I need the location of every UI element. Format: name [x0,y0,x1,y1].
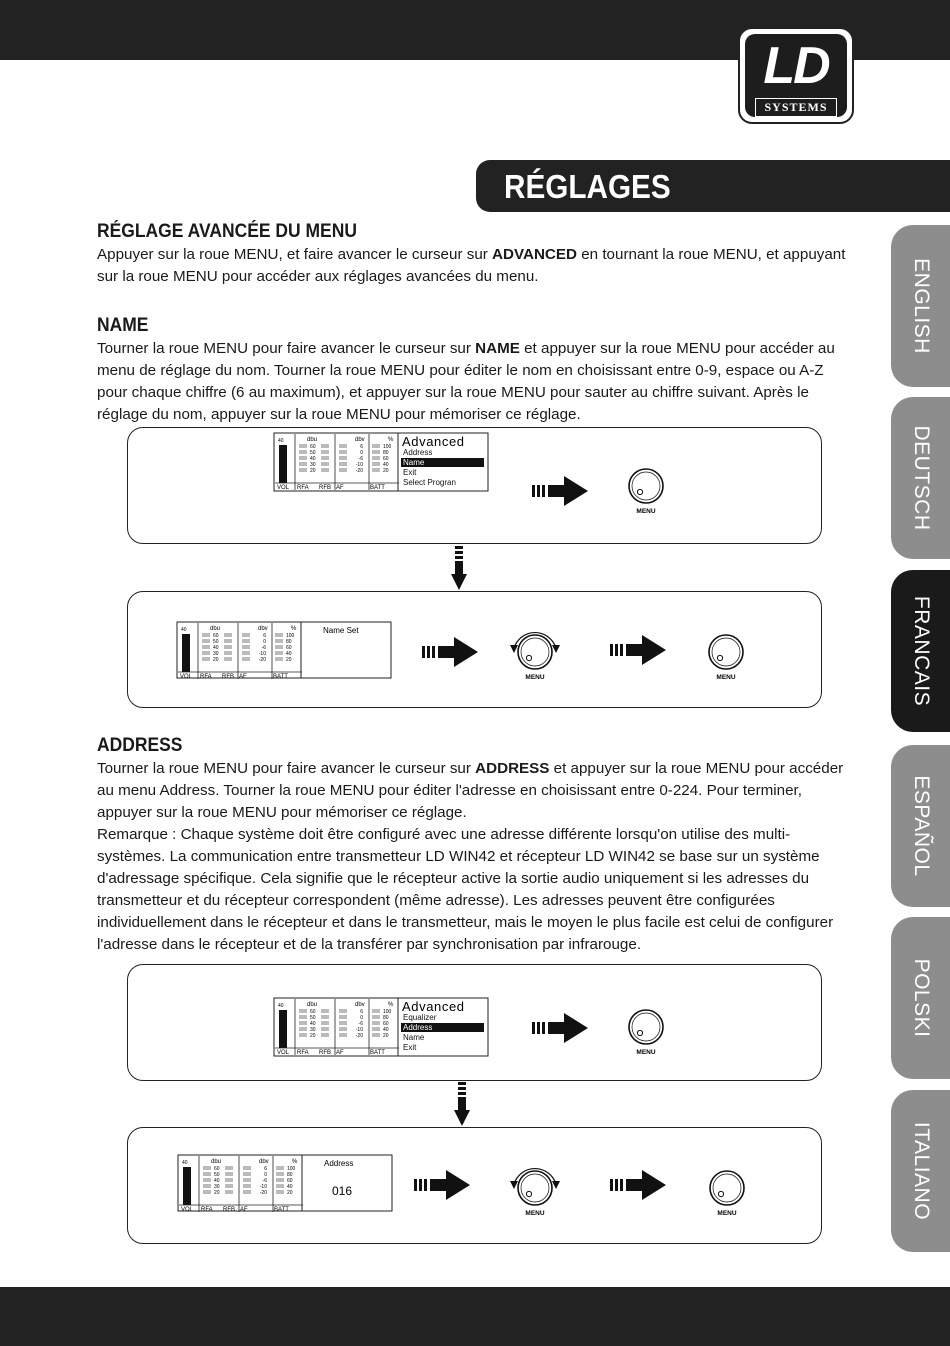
dbu-tick: 30 [213,651,219,657]
text: Tourner la roue MENU pour faire avancer le curseur sur [97,340,476,357]
dbu-tick: 60 [213,633,219,639]
batt-segment [372,456,380,460]
rfb-segment [321,1021,329,1025]
batt-tick: 40 [287,1184,293,1190]
rfa-segment [299,1009,307,1013]
tab-polski[interactable] [891,917,950,1079]
dbu-tick: 20 [310,1033,316,1039]
diagram-advanced-name [128,428,821,543]
af-segment [339,1009,347,1013]
arrow-head [438,637,478,667]
percent-label: % [388,1002,394,1008]
arrow-head [548,476,588,506]
page-title: RÉGLAGES [504,168,671,205]
batt-segment [276,1172,284,1176]
meter-label: BATT [370,1050,385,1056]
batt-segment [276,1190,284,1194]
meter-label: RFB [223,1207,235,1213]
percent-label: % [292,1159,298,1165]
vol-bar [183,1167,191,1205]
arrow-head [626,635,666,665]
paragraph [97,244,857,288]
dbu-label: dbu [211,1159,222,1165]
rotate-arrowhead-left [510,1181,518,1189]
percent-label: % [291,626,297,632]
meter-label: RFB [222,674,234,680]
rfa-segment [202,657,210,661]
text: et appuyer sur la roue MENU pour accéder au menu de réglage du nom. Tourner la roue MENU pour éditer le nom en choisissant entre 0-9, espace ou A-Z pour chaque chiffre (6 au maximum), et appuyer sur la roue MENU pour sauter au chiffre suivant. Après le réglage du nom, appuyer sur la roue MENU pour mémoriser ce réglage. [97,340,835,423]
diagram-panel-2 [127,591,822,708]
menu-item: Address [403,1023,433,1032]
af-segment [339,468,347,472]
batt-segment [275,645,283,649]
meter-label: BATT [273,674,288,680]
meter-label: AF [336,1050,344,1056]
arrow-segment [542,1022,545,1034]
rfb-segment [224,645,232,649]
paragraph [97,338,857,426]
diagram-address-set [128,1128,821,1243]
screen-title: Name Set [323,626,359,635]
dbu-tick: 40 [214,1178,220,1184]
menu-item: Exit [403,1043,417,1052]
rfa-segment [299,1015,307,1019]
menu-title: Advanced [402,434,465,449]
vol-value: 40 [181,627,187,633]
af-segment [242,657,250,661]
dbu-label: dbu [307,437,318,443]
dbv-tick: 6 [360,444,363,450]
dbv-tick: -10 [259,1184,267,1190]
arrow-head [626,1170,666,1200]
af-segment [339,450,347,454]
knob-label: MENU [636,508,656,515]
batt-segment [372,1021,380,1025]
logo-ld: LD [763,37,829,95]
batt-segment [276,1178,284,1182]
bold-term: ADVANCED [492,246,577,263]
arrow-head [430,1170,470,1200]
dbv-tick: 0 [360,1015,363,1021]
knob-label: MENU [717,1210,737,1217]
rfb-segment [225,1184,233,1188]
rfb-segment [321,444,329,448]
section-heading: RÉGLAGE AVANCÉE DU MENU [97,221,357,242]
batt-tick: 100 [383,1009,392,1015]
rfb-segment [225,1172,233,1176]
batt-tick: 80 [286,639,292,645]
diagram-advanced-address [128,965,821,1080]
rfa-segment [203,1172,211,1176]
tab-deutsch[interactable] [891,397,950,559]
knob-label: MENU [525,674,545,681]
dbv-label: dbv [355,1002,365,1008]
rfb-segment [321,1015,329,1019]
menu-item: Exit [403,468,417,477]
arrow-segment [542,485,545,497]
section-address [97,734,857,956]
dbu-tick: 40 [213,645,219,651]
batt-tick: 20 [383,468,389,474]
arrow-right-icon [610,635,666,665]
batt-tick: 60 [287,1178,293,1184]
arrow-segment [419,1179,422,1191]
batt-tick: 100 [286,633,295,639]
rfb-segment [321,450,329,454]
rfb-segment [224,657,232,661]
af-segment [242,651,250,655]
menu-knob-icon [709,635,743,669]
batt-segment [275,639,283,643]
dbu-tick: 60 [310,444,316,450]
text: Appuyer sur la roue MENU, et faire avancer le curseur sur [97,246,493,263]
batt-segment [276,1166,284,1170]
rotate-arrowhead-left [510,645,518,653]
vol-value: 40 [278,438,284,444]
batt-tick: 40 [383,462,389,468]
batt-segment [275,651,283,655]
dbu-label: dbu [210,626,221,632]
meter-label: BATT [370,485,385,491]
dbu-tick: 60 [310,1009,316,1015]
batt-segment [275,633,283,637]
batt-segment [372,1015,380,1019]
dbu-tick: 50 [310,450,316,456]
dbv-tick: -6 [262,1178,267,1184]
dbv-tick: -10 [355,1027,363,1033]
arrow-right-icon [414,1170,470,1200]
percent-label: % [388,437,394,443]
batt-tick: 100 [287,1166,296,1172]
rfa-segment [299,462,307,466]
arrow-segment [432,646,435,658]
dbv-tick: -6 [261,645,266,651]
meter-label: VOL [277,485,290,491]
batt-tick: 40 [383,1027,389,1033]
meter-label: RFB [319,1050,331,1056]
meter-label: VOL [180,674,193,680]
note-paragraph: Remarque : Chaque système doit être configuré avec une adresse différente lorsqu'on utilise des multi-systèmes. La communication entre transmetteur LD WIN42 et récepteur LD WIN42 se base sur un système d'adressage spécifique. Cela signifie que le récepteur active la sortie audio uniquement si les adresses du transmetteur et du récepteur correspondent (même adresse). Les adresses peuvent être configurées individuellement dans le récepteur et dans le transmetteur, mais le moyen le plus facile est celui de configurer l'adresse dans le récepteur et de la transférer par synchronisation par infrarouge. [97,826,834,953]
vol-bar [279,445,287,483]
knob-label: MENU [525,1210,545,1217]
rfb-segment [321,1009,329,1013]
rfb-segment [225,1178,233,1182]
arrow-head [548,1013,588,1043]
rfa-segment [299,444,307,448]
rfa-segment [299,1033,307,1037]
meter-label: AF [336,485,344,491]
arrow-down-icon [454,1082,470,1128]
rfa-segment [203,1190,211,1194]
section-heading: ADDRESS [97,735,183,756]
knob-label: MENU [716,674,736,681]
rfa-segment [299,468,307,472]
batt-tick: 60 [383,1021,389,1027]
af-segment [339,1033,347,1037]
rfa-segment [203,1166,211,1170]
tab-label: FRANCAIS [909,595,933,707]
dbv-tick: -20 [259,1190,267,1196]
af-segment [339,444,347,448]
diagram-name-set [128,592,821,707]
batt-tick: 60 [286,645,292,651]
logo-systems: SYSTEMS [755,98,837,117]
batt-segment [372,462,380,466]
rfb-segment [321,1027,329,1031]
dbu-tick: 30 [310,462,316,468]
rfb-segment [225,1166,233,1170]
menu-knob-icon [629,469,663,503]
dbu-tick: 60 [214,1166,220,1172]
batt-segment [276,1184,284,1188]
rotate-arrowhead-right [552,1181,560,1189]
af-segment [339,1027,347,1031]
rfb-segment [321,468,329,472]
dbv-tick: -10 [258,651,266,657]
batt-segment [372,1033,380,1037]
af-segment [242,639,250,643]
rfa-segment [299,1021,307,1025]
dbv-tick: -10 [355,462,363,468]
arrow-segment [532,1022,535,1034]
af-segment [243,1172,251,1176]
af-segment [242,645,250,649]
dbv-label: dbv [259,1159,269,1165]
dbv-tick: -6 [358,1021,363,1027]
menu-knob-icon [518,1171,552,1205]
arrow-segment [610,1179,613,1191]
arrow-segment [610,644,613,656]
tab-espanol[interactable] [891,745,950,907]
menu-knob-icon [518,635,552,669]
bold-term: ADDRESS [475,760,550,777]
vol-bar [182,634,190,672]
meter-label: RFB [319,485,331,491]
batt-tick: 60 [383,456,389,462]
screen-value: 016 [332,1184,353,1198]
dbu-tick: 20 [214,1190,220,1196]
dbv-tick: 6 [360,1009,363,1015]
dbv-label: dbv [355,437,365,443]
dbv-tick: 6 [263,633,266,639]
page-title-banner [476,160,950,212]
af-segment [242,633,250,637]
meter-label: RFA [297,485,309,491]
dbv-tick: 6 [264,1166,267,1172]
batt-tick: 100 [383,444,392,450]
diagram-panel-1 [127,427,822,544]
af-segment [243,1184,251,1188]
arrow-segment [414,1179,417,1191]
dbu-tick: 50 [214,1172,220,1178]
dbv-tick: -20 [355,1033,363,1039]
af-segment [339,456,347,460]
text: en tournant la roue MENU, et appuyant sur la roue MENU pour accéder aux réglages avancées du menu. [97,246,846,285]
arrow-segment [615,644,618,656]
af-segment [243,1166,251,1170]
dbu-tick: 40 [310,1021,316,1027]
arrow-segment [620,644,623,656]
batt-segment [372,1009,380,1013]
arrow-segment [537,1022,540,1034]
batt-segment [372,450,380,454]
dbv-label: dbv [258,626,268,632]
tab-label: ESPAÑOL [909,775,933,877]
dbu-tick: 30 [310,1027,316,1033]
menu-item: Address [403,448,433,457]
rfa-segment [299,456,307,460]
batt-segment [275,657,283,661]
meter-label: VOL [277,1050,290,1056]
section-heading: NAME [97,315,149,336]
tab-label: POLSKI [909,958,933,1038]
text: Tourner la roue MENU pour faire avancer le curseur sur [97,760,476,777]
meter-label: BATT [274,1207,289,1213]
dbu-label: dbu [307,1002,318,1008]
batt-tick: 80 [383,450,389,456]
arrow-right-icon [532,476,588,506]
arrow-segment [424,1179,427,1191]
meter-label: RFA [200,674,212,680]
text: et appuyer sur la roue MENU pour accéder au menu Address. Tourner la roue MENU pour éditer l'adresse en choisissant entre 0-224. Pour terminer, appuyer sur la roue MENU pour mémoriser ce réglage. [97,760,844,821]
rfa-segment [202,651,210,655]
arrow-right-icon [610,1170,666,1200]
arrow-down-icon [451,546,467,592]
vol-bar [279,1010,287,1048]
rfa-segment [203,1178,211,1182]
rfb-segment [224,633,232,637]
rfa-segment [202,633,210,637]
bottom-bar [0,1287,950,1346]
meter-label: AF [240,1207,248,1213]
dbv-tick: 0 [264,1172,267,1178]
arrow-right-icon [422,637,478,667]
knob-label: MENU [636,1049,656,1056]
af-segment [339,1021,347,1025]
diagram-panel-3 [127,964,822,1081]
batt-tick: 80 [383,1015,389,1021]
paragraph [97,758,857,824]
menu-item: Name [403,458,425,467]
rfa-segment [202,645,210,649]
rfa-segment [203,1184,211,1188]
dbv-tick: 0 [360,450,363,456]
menu-title: Advanced [402,999,465,1014]
meter-label: AF [239,674,247,680]
ld-systems-logo [738,27,854,124]
batt-segment [372,1027,380,1031]
batt-segment [372,468,380,472]
arrow-segment [537,485,540,497]
dbv-tick: -20 [355,468,363,474]
tab-english[interactable] [891,225,950,387]
batt-segment [372,444,380,448]
batt-tick: 20 [383,1033,389,1039]
menu-knob-icon [710,1171,744,1205]
tab-label: ENGLISH [909,258,933,354]
dbu-tick: 50 [213,639,219,645]
tab-label: DEUTSCH [909,425,933,531]
arrow-segment [620,1179,623,1191]
rfb-segment [224,639,232,643]
menu-item: Equalizer [403,1013,437,1022]
rfb-segment [224,651,232,655]
rfb-segment [321,462,329,466]
af-segment [339,462,347,466]
dbv-tick: -20 [258,657,266,663]
arrow-segment [427,646,430,658]
tab-label: ITALIANO [909,1121,933,1221]
af-segment [243,1178,251,1182]
dbu-tick: 20 [213,657,219,663]
rfa-segment [299,1027,307,1031]
rfb-segment [321,456,329,460]
dbv-tick: 0 [263,639,266,645]
meter-label: RFA [201,1207,213,1213]
rfa-segment [202,639,210,643]
batt-tick: 20 [287,1190,293,1196]
dbu-tick: 30 [214,1184,220,1190]
vol-value: 40 [278,1003,284,1009]
arrow-segment [532,485,535,497]
diagram-panel-4 [127,1127,822,1244]
batt-tick: 40 [286,651,292,657]
rotate-arrowhead-right [552,645,560,653]
tab-italiano[interactable] [891,1090,950,1252]
bold-term: NAME [475,340,520,357]
dbu-tick: 50 [310,1015,316,1021]
af-segment [339,1015,347,1019]
tab-francais[interactable] [891,570,950,732]
meter-label: RFA [297,1050,309,1056]
vol-value: 40 [182,1160,188,1166]
menu-item: Select Progran [403,478,456,487]
rfb-segment [321,1033,329,1037]
arrow-segment [615,1179,618,1191]
meter-label: VOL [181,1207,194,1213]
arrow-segment [422,646,425,658]
dbu-tick: 20 [310,468,316,474]
af-segment [243,1190,251,1194]
rfb-segment [225,1190,233,1194]
batt-tick: 80 [287,1172,293,1178]
section-advanced [97,220,857,288]
batt-tick: 20 [286,657,292,663]
menu-knob-icon [629,1010,663,1044]
dbv-tick: -6 [358,456,363,462]
arrow-right-icon [532,1013,588,1043]
section-name [97,314,857,426]
screen-title: Address [324,1159,354,1168]
dbu-tick: 40 [310,456,316,462]
rfa-segment [299,450,307,454]
menu-item: Name [403,1033,425,1042]
